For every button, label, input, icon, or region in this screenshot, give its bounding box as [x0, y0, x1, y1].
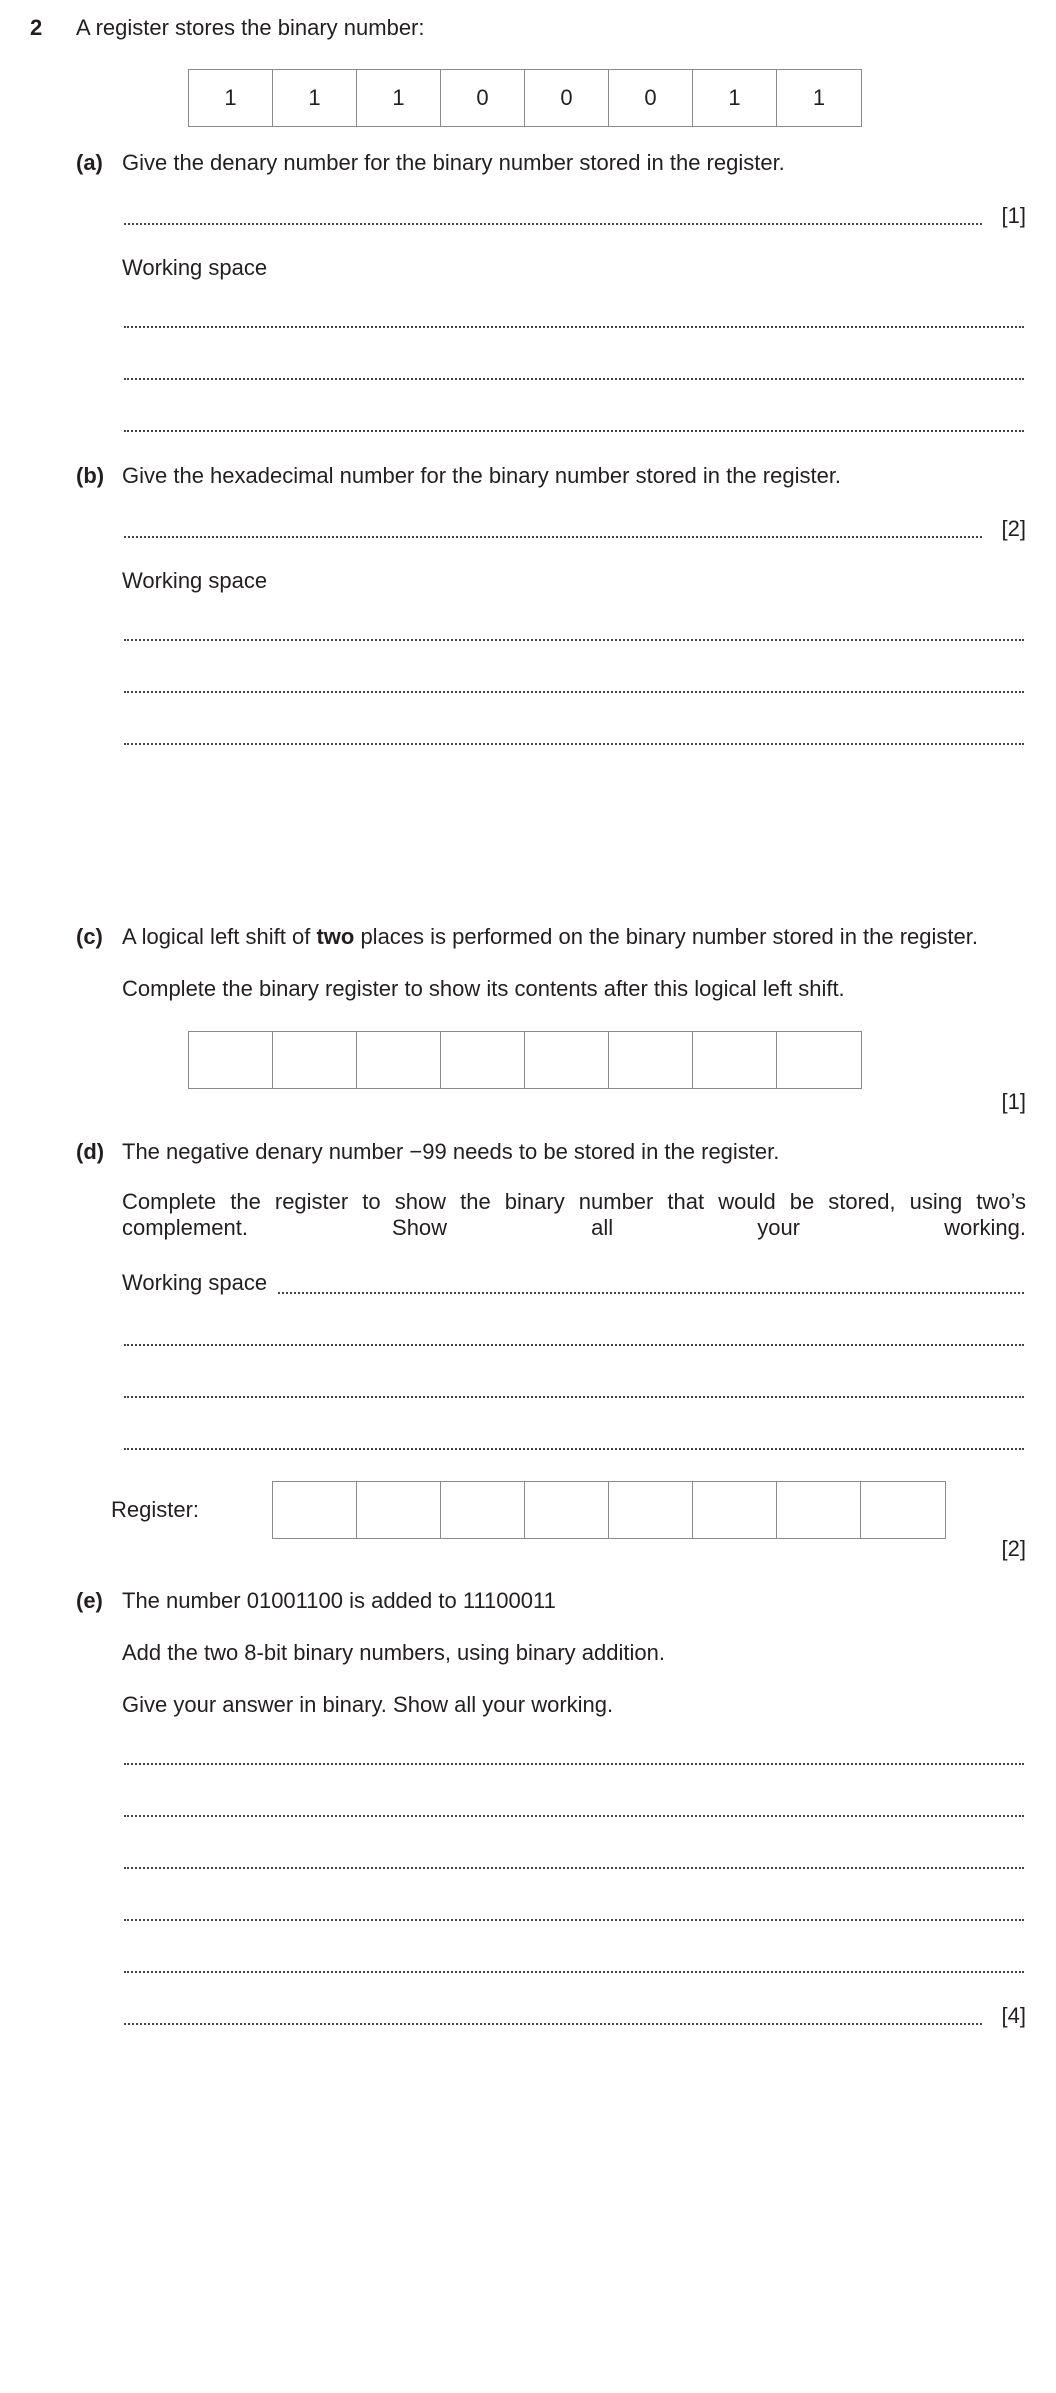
part-a-working-label: Working space: [122, 255, 268, 280]
part-d-instruction: Complete the register to show the binary number that would be stored, using two’s complement. Show all your working.: [122, 1189, 1026, 1240]
register-input-cell[interactable]: [693, 1032, 777, 1088]
part-b-label: (b): [76, 463, 105, 488]
part-c-text-after: places is performed on the binary number stored in the register.: [354, 924, 978, 949]
part-c-text-bold: two: [316, 924, 355, 949]
given-register: [188, 69, 862, 127]
register-input-cell[interactable]: [273, 1482, 357, 1538]
part-d-working-line[interactable]: [124, 1448, 1024, 1450]
part-a-label: (a): [76, 150, 103, 175]
part-e-working-line[interactable]: [124, 1971, 1024, 1973]
register-label: Register:: [111, 1497, 200, 1522]
part-e-text: The number 01001100 is added to 11100011: [122, 1588, 556, 1613]
part-e-label: (e): [76, 1588, 103, 1613]
register-input-cell[interactable]: [525, 1482, 609, 1538]
register-input-cell[interactable]: [525, 1032, 609, 1088]
register-input-cell[interactable]: [777, 1482, 861, 1538]
part-c-text: [122, 926, 978, 948]
register-bit: 1: [189, 70, 273, 126]
part-b-working-line[interactable]: [124, 743, 1024, 745]
part-e-working-line[interactable]: [124, 1867, 1024, 1869]
part-b-working-line[interactable]: [124, 639, 1024, 641]
part-c-mark: [1]: [1001, 1089, 1026, 1114]
part-b-working-line[interactable]: [124, 691, 1024, 693]
part-d-working-line[interactable]: [278, 1292, 1024, 1294]
register-input-cell[interactable]: [609, 1032, 693, 1088]
part-a-mark: [1]: [1001, 203, 1026, 228]
part-d-working-label: Working space: [122, 1270, 268, 1295]
part-e-instruction-2: Give your answer in binary. Show all your working.: [122, 1692, 614, 1717]
part-c-text-before: A logical left shift of: [122, 924, 317, 949]
part-a-text: Give the denary number for the binary number stored in the register.: [122, 150, 785, 175]
register-input-cell[interactable]: [441, 1482, 525, 1538]
register-bit: 1: [357, 70, 441, 126]
part-c-instruction: Complete the binary register to show its contents after this logical left shift.: [122, 976, 845, 1001]
register-bit: 0: [525, 70, 609, 126]
register-input-cell[interactable]: [357, 1032, 441, 1088]
part-e-mark: [4]: [1001, 2003, 1026, 2028]
register-bit: 1: [693, 70, 777, 126]
question-stem: A register stores the binary number:: [76, 15, 425, 40]
register-bit: 1: [273, 70, 357, 126]
question-number: 2: [30, 15, 43, 40]
part-e-working-line[interactable]: [124, 1815, 1024, 1817]
part-d-mark: [2]: [1001, 1536, 1026, 1561]
register-bit: 0: [609, 70, 693, 126]
part-e-instruction-1: Add the two 8-bit binary numbers, using binary addition.: [122, 1640, 665, 1665]
part-d-label: (d): [76, 1139, 105, 1164]
register-input-cell[interactable]: [273, 1032, 357, 1088]
shift-register: [188, 1031, 862, 1089]
part-c-label: (c): [76, 924, 103, 949]
part-e-working-line[interactable]: [124, 1763, 1024, 1765]
part-e-working-line[interactable]: [124, 1919, 1024, 1921]
part-b-mark: [2]: [1001, 516, 1026, 541]
register-input-cell[interactable]: [189, 1032, 273, 1088]
part-a-answer-line[interactable]: [124, 223, 982, 225]
part-d-working-line[interactable]: [124, 1396, 1024, 1398]
part-d-text: The negative denary number −99 needs to be stored in the register.: [122, 1139, 780, 1164]
part-b-working-label: Working space: [122, 568, 268, 593]
register-bit: 1: [812, 85, 826, 110]
part-b-text: Give the hexadecimal number for the binary number stored in the register.: [122, 463, 842, 488]
part-d-working-line[interactable]: [124, 1344, 1024, 1346]
register-input-cell[interactable]: [357, 1482, 441, 1538]
part-b-answer-line[interactable]: [124, 536, 982, 538]
register-input-cell[interactable]: [777, 1032, 861, 1088]
part-e-answer-line[interactable]: [124, 2023, 982, 2025]
register-input-cell[interactable]: [693, 1482, 777, 1538]
register-input-cell[interactable]: [441, 1032, 525, 1088]
twos-complement-register: [272, 1481, 946, 1539]
register-input-cell[interactable]: [861, 1482, 945, 1538]
part-a-working-line[interactable]: [124, 326, 1024, 328]
part-a-working-line[interactable]: [124, 378, 1024, 380]
register-input-cell[interactable]: [609, 1482, 693, 1538]
register-bit: 0: [441, 70, 525, 126]
part-a-working-line[interactable]: [124, 430, 1024, 432]
